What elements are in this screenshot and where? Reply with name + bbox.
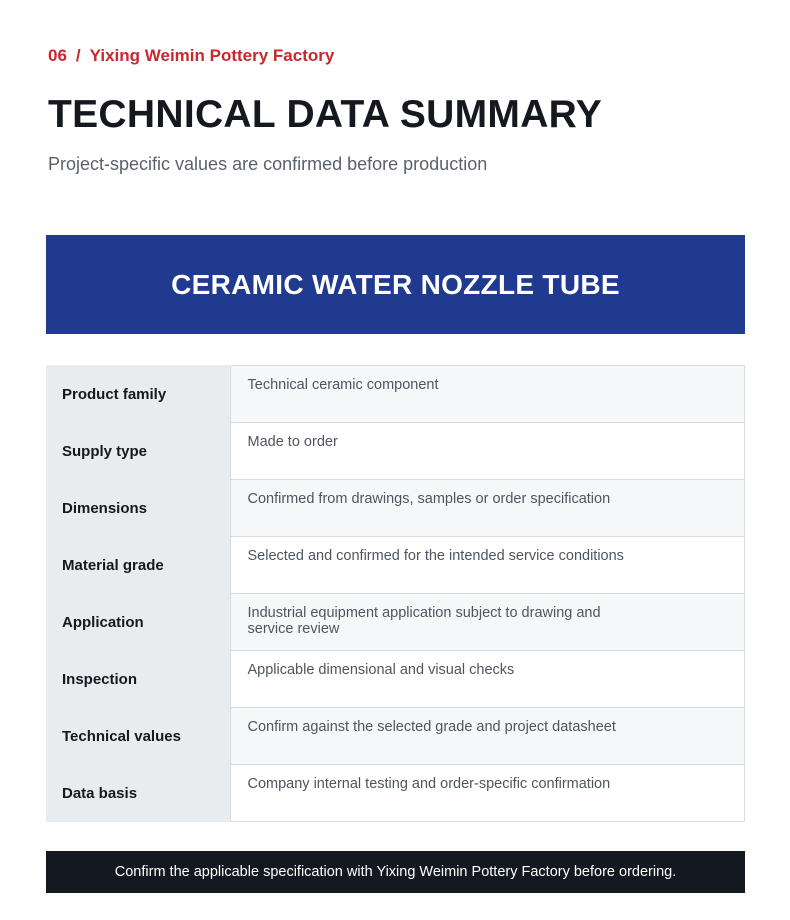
- table-row: [46, 651, 745, 708]
- spec-value: Technical ceramic component: [230, 366, 745, 423]
- spec-value: Company internal testing and order-specific confirmation: [230, 765, 745, 822]
- table-row: [46, 594, 745, 651]
- spec-label: Data basis: [46, 765, 230, 822]
- table-row: [46, 765, 745, 822]
- table-row: [46, 366, 745, 423]
- table-row: [46, 537, 745, 594]
- table-row: [46, 480, 745, 537]
- table-row: [46, 708, 745, 765]
- section-number: 06: [48, 46, 67, 65]
- spec-label: Application: [46, 594, 230, 651]
- spec-value: Applicable dimensional and visual checks: [230, 651, 745, 708]
- spec-label: Material grade: [46, 537, 230, 594]
- spec-label: Product family: [46, 366, 230, 423]
- footer-note: Confirm the applicable specification with Yixing Weimin Pottery Factory before ordering.: [114, 864, 677, 880]
- spec-value: Confirmed from drawings, samples or order specification: [230, 480, 745, 537]
- spec-label: Inspection: [46, 651, 230, 708]
- footer-note-bar: [46, 851, 745, 893]
- spec-value: Industrial equipment application subject to drawing and service review: [230, 594, 745, 651]
- spec-table: [46, 365, 745, 822]
- spec-label: Supply type: [46, 423, 230, 480]
- product-banner: [46, 235, 745, 334]
- page-title: TECHNICAL DATA SUMMARY: [48, 93, 603, 136]
- section-eyebrow: [48, 46, 334, 66]
- eyebrow-separator: /: [75, 46, 81, 65]
- spec-value: Confirm against the selected grade and project datasheet: [230, 708, 745, 765]
- company-name: Yixing Weimin Pottery Factory: [89, 46, 335, 65]
- spec-label: Dimensions: [46, 480, 230, 537]
- table-row: [46, 423, 745, 480]
- spec-value: Made to order: [230, 423, 745, 480]
- page-subtitle: Project-specific values are confirmed before production: [48, 154, 488, 174]
- spec-label: Technical values: [46, 708, 230, 765]
- spec-value: Selected and confirmed for the intended service conditions: [230, 537, 745, 594]
- product-name: CERAMIC WATER NOZZLE TUBE: [171, 268, 620, 300]
